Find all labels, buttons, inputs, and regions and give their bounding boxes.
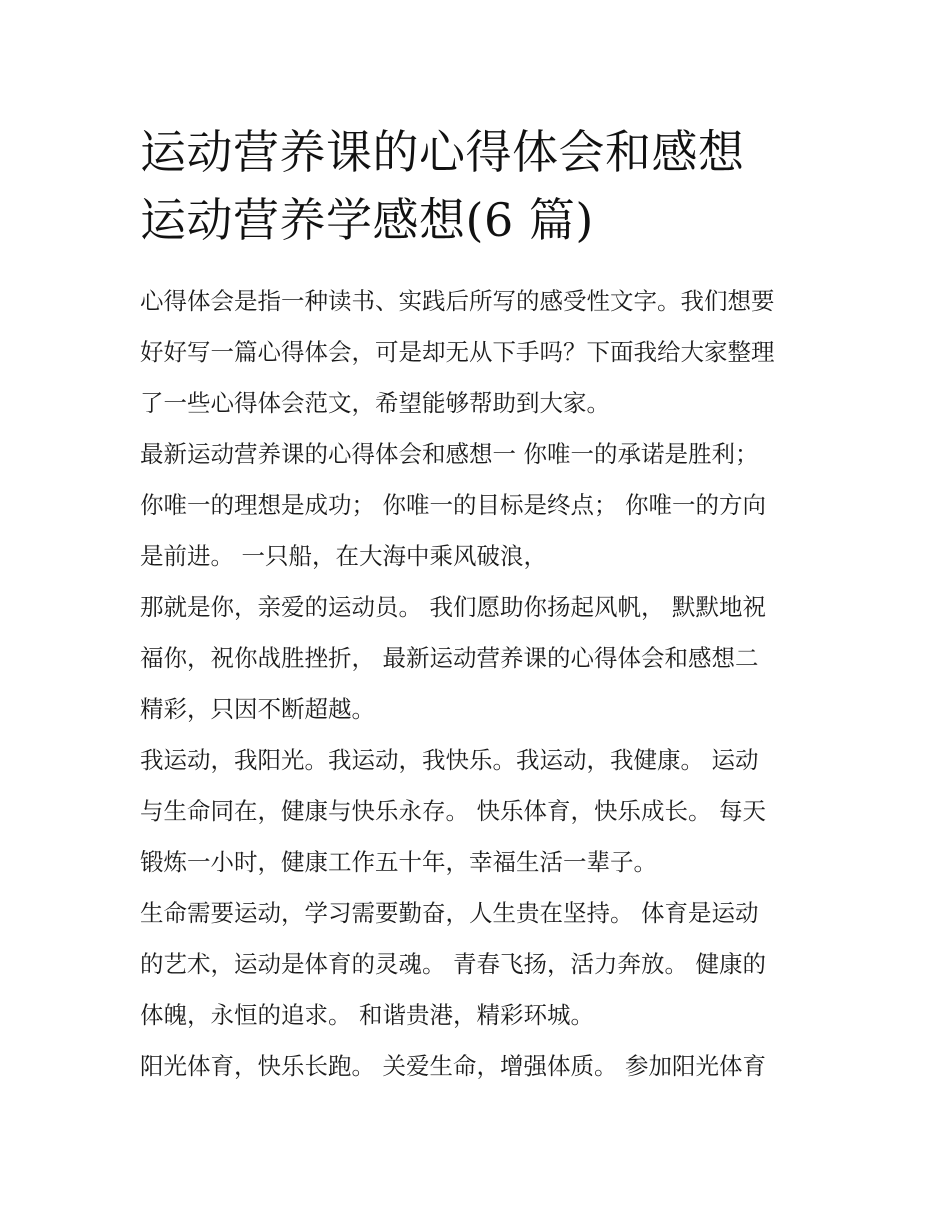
text-line: 我运动，我阳光。我运动，我快乐。我运动，我健康。 运动	[140, 746, 759, 774]
paragraph	[140, 735, 830, 888]
text-line: 体魄，永恒的追求。 和谐贵港，精彩环城。	[140, 1001, 594, 1029]
text-line: 锻炼一小时，健康工作五十年，幸福生活一辈子。	[140, 848, 657, 876]
paragraph	[140, 276, 830, 429]
text-line: 好好写一篇心得体会，可是却无从下手吗？下面我给大家整理	[140, 338, 775, 366]
document-title	[140, 118, 830, 254]
text-line: 那就是你，亲爱的运动员。 我们愿助你扬起风帆， 默默地祝	[140, 593, 766, 621]
paragraph	[140, 582, 830, 735]
text-line: 的艺术，运动是体育的灵魂。 青春飞扬，活力奔放。 健康的	[140, 950, 766, 978]
text-line: 了一些心得体会范文，希望能够帮助到大家。	[140, 389, 610, 417]
document-content	[140, 118, 830, 1092]
text-line: 精彩，只因不断超越。	[140, 695, 375, 723]
paragraph	[140, 888, 830, 1041]
text-line: 阳光体育，快乐长跑。 关爱生命，增强体质。 参加阳光体育	[140, 1052, 766, 1080]
text-line: 你唯一的理想是成功； 你唯一的目标是终点； 你唯一的方向	[140, 491, 766, 519]
text-line: 是前进。 一只船，在大海中乘风破浪，	[140, 542, 547, 570]
title-line: 运动营养课的心得体会和感想	[140, 125, 745, 179]
text-line: 福你，祝你战胜挫折， 最新运动营养课的心得体会和感想二	[140, 644, 759, 672]
text-line: 生命需要运动，学习需要勤奋，人生贵在坚持。 体育是运动	[140, 899, 759, 927]
paragraph	[140, 429, 830, 582]
title-line: 运动营养学感想(6 篇)	[140, 193, 594, 247]
text-line: 与生命同在，健康与快乐永存。 快乐体育，快乐成长。 每天	[140, 797, 766, 825]
text-line: 心得体会是指一种读书、实践后所写的感受性文字。我们想要	[140, 287, 775, 315]
text-line: 最新运动营养课的心得体会和感想一 你唯一的承诺是胜利；	[140, 440, 759, 468]
paragraph	[140, 1041, 830, 1092]
